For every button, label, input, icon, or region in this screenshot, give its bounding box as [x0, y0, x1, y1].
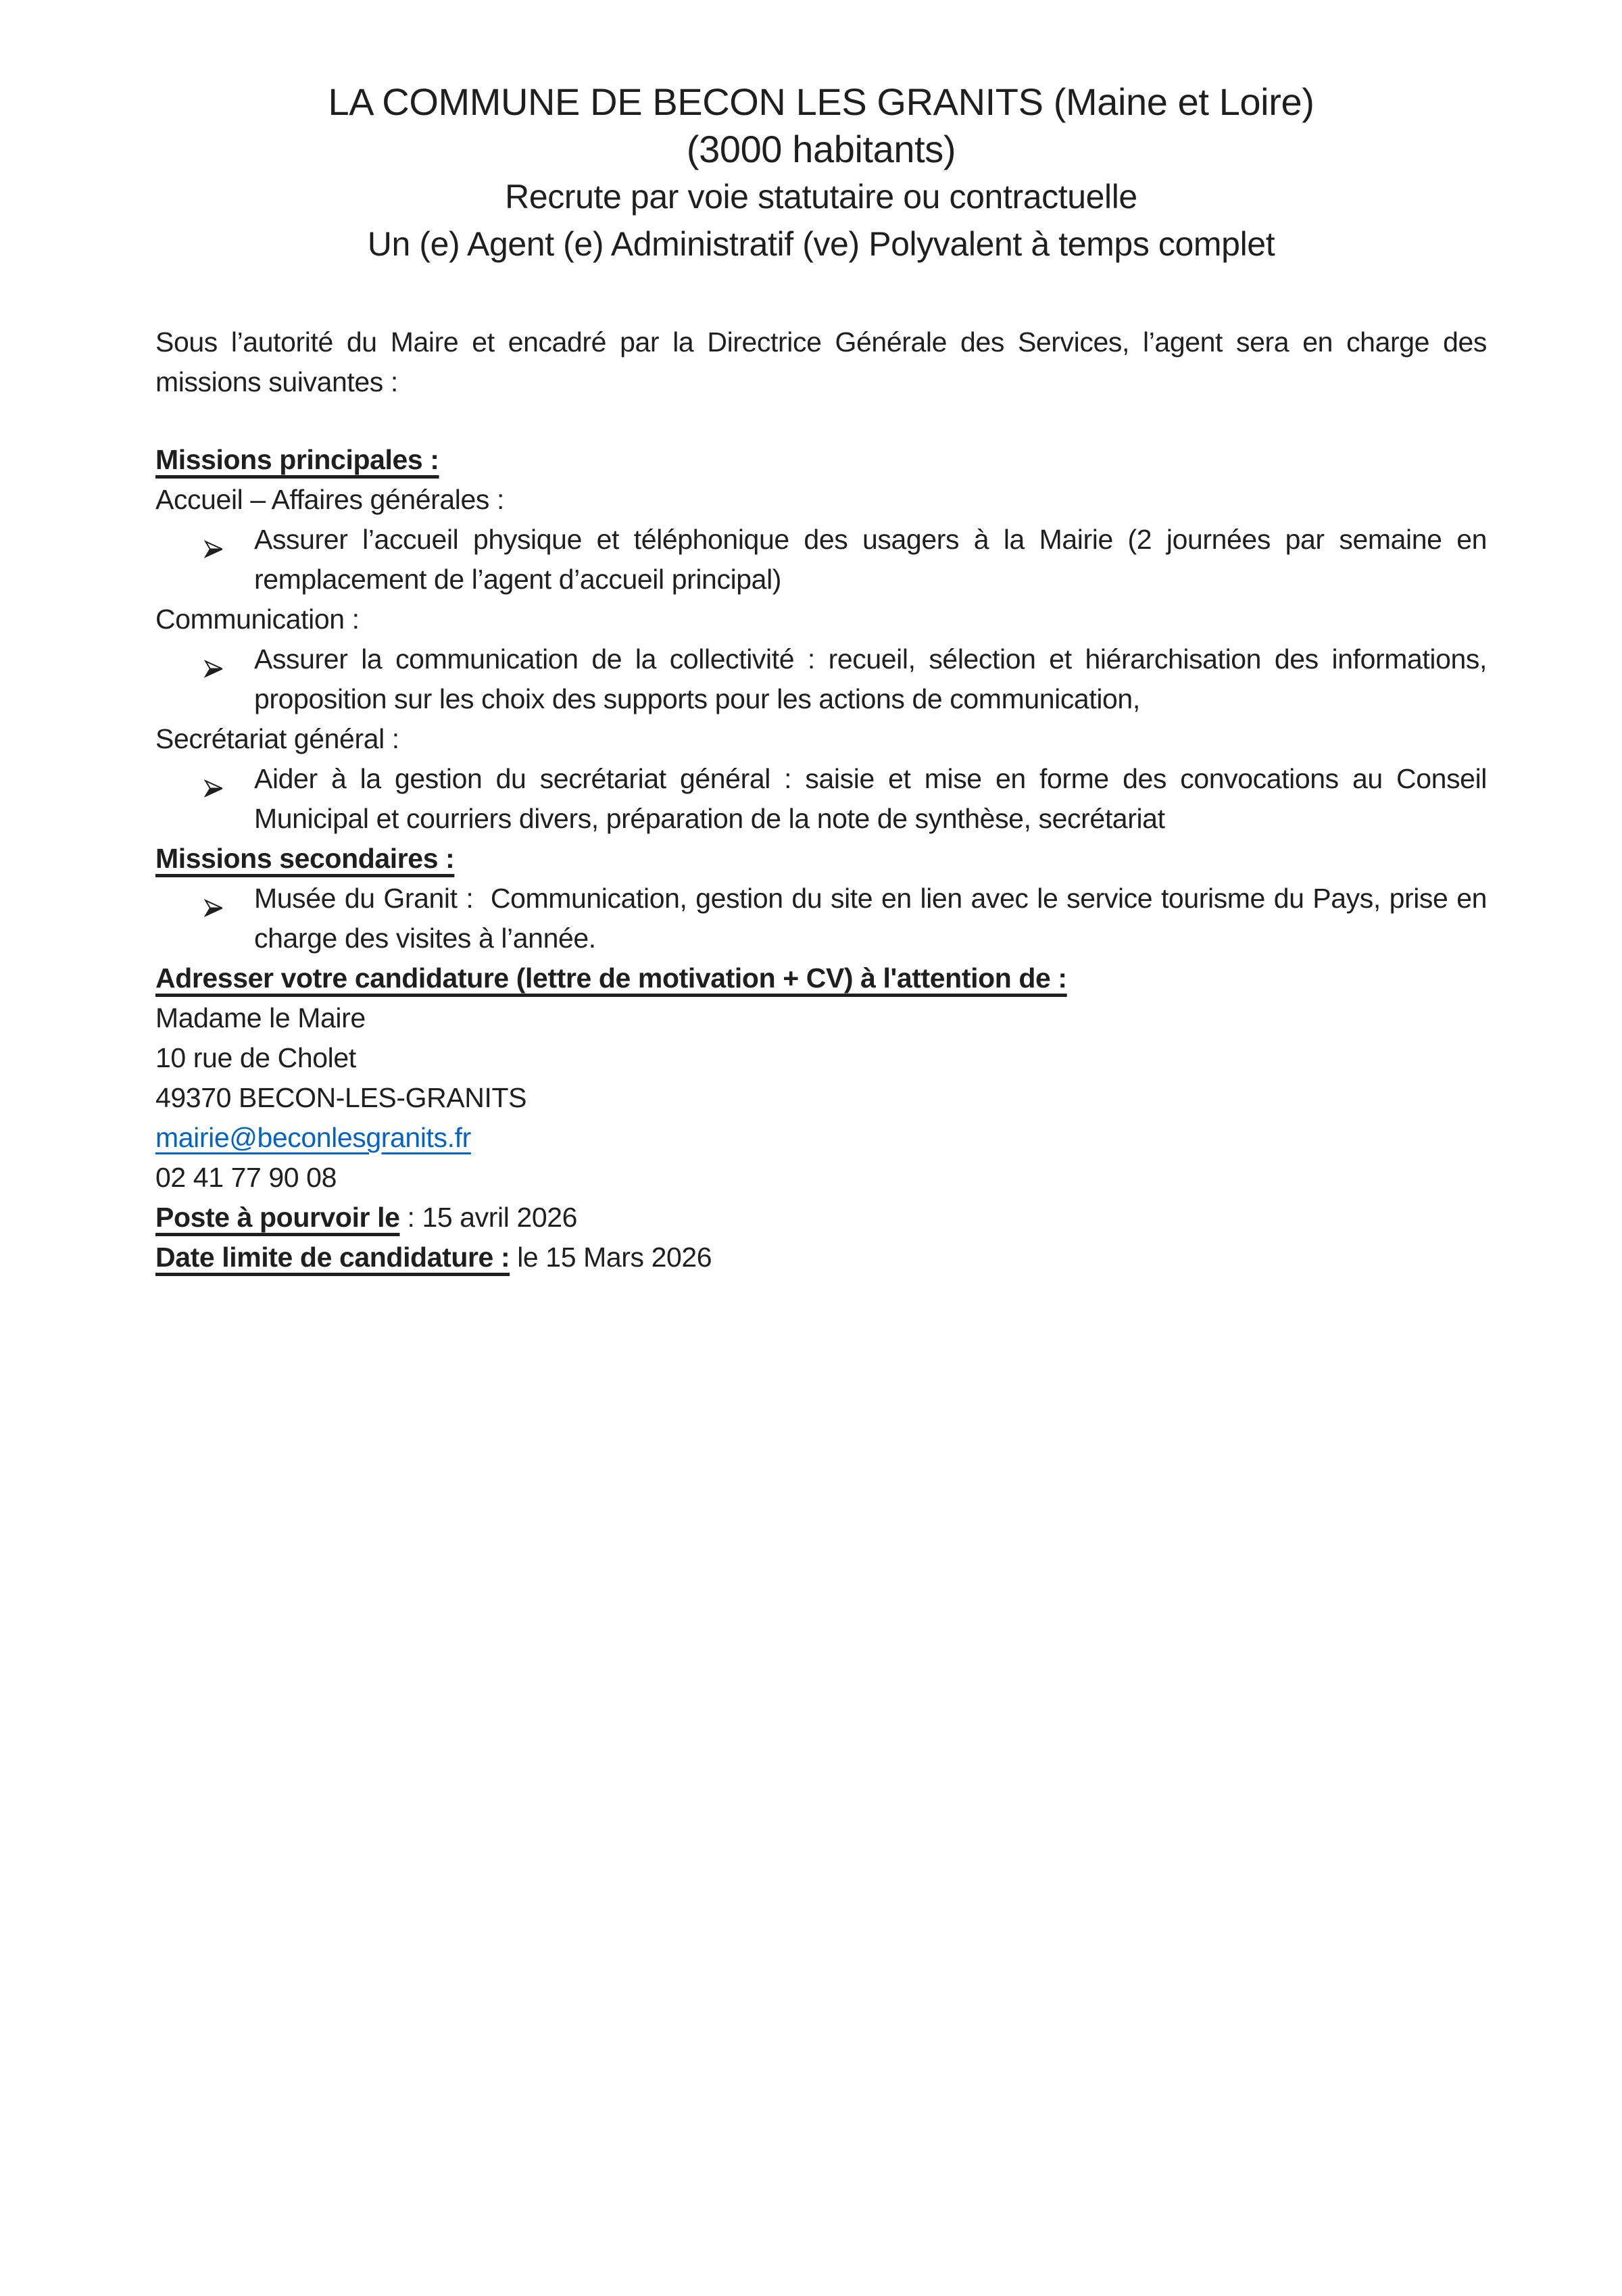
subheading-accueil: Accueil – Affaires générales : [155, 484, 504, 515]
page-title-line-2: (3000 habitants) [686, 128, 956, 170]
arrowhead-bullet-icon [204, 769, 224, 789]
poste-a-pourvoir-value: : 15 avril 2026 [399, 1202, 578, 1233]
phone-number: 02 41 77 90 08 [155, 1162, 337, 1193]
bullet-item-communication [155, 639, 1487, 719]
date-limite-line [155, 1238, 1487, 1277]
arrowhead-bullet-icon [204, 650, 224, 669]
address-street: 10 rue de Cholet [155, 1042, 356, 1073]
document-title-block [155, 78, 1487, 268]
intro-paragraph: Sous l’autorité du Maire et encadré par la Directrice Générale des Services, l’agent sera en charge des missions suivantes : [155, 326, 1487, 397]
page-title-line-1: LA COMMUNE DE BECON LES GRANITS (Maine et Loire) [328, 80, 1314, 123]
bullet-text: Musée du Granit : Communication, gestion du site en lien avec le service tourisme du Pays, prise en charge des visites à l’année. [254, 883, 1487, 954]
page-title-line-3: Recrute par voie statutaire ou contractuelle [505, 178, 1137, 216]
bullet-text: Assurer la communication de la collectivité : recueil, sélection et hiérarchisation des informations, proposition sur les choix des supports pour les actions de communication, [254, 643, 1487, 714]
bullet-text: Assurer l’accueil physique et téléphonique des usagers à la Mairie (2 journées par semaine en remplacement de l’agent d’accueil principal) [254, 524, 1487, 595]
bullet-item-secretariat [155, 759, 1487, 839]
bullet-text: Aider à la gestion du secrétariat général : saisie et mise en forme des convocations au Conseil Municipal et courriers divers, préparation de la note de synthèse, secrétariat [254, 763, 1487, 834]
poste-a-pourvoir-line [155, 1198, 1487, 1238]
email-link[interactable]: mairie@beconlesgranits.fr [155, 1122, 471, 1153]
heading-missions-principales: Missions principales : [155, 444, 439, 475]
address-recipient: Madame le Maire [155, 1002, 366, 1033]
bullet-item-accueil [155, 520, 1487, 600]
subheading-communication: Communication : [155, 604, 360, 635]
arrowhead-bullet-icon [204, 530, 224, 549]
page-title-line-4: Un (e) Agent (e) Administratif (ve) Polyvalent à temps complet [367, 225, 1275, 263]
date-limite-value: le 15 Mars 2026 [510, 1242, 712, 1273]
subheading-secretariat: Secrétariat général : [155, 723, 399, 754]
arrowhead-bullet-icon [204, 889, 224, 908]
email-line [155, 1118, 1487, 1158]
address-city: 49370 BECON-LES-GRANITS [155, 1082, 527, 1113]
date-limite-label: Date limite de candidature : [155, 1242, 510, 1273]
heading-adresser-candidature: Adresser votre candidature (lettre de motivation + CV) à l'attention de : [155, 962, 1067, 994]
heading-missions-secondaires: Missions secondaires : [155, 843, 455, 874]
poste-a-pourvoir-label: Poste à pourvoir le [155, 1202, 400, 1233]
bullet-item-musee [155, 879, 1487, 958]
